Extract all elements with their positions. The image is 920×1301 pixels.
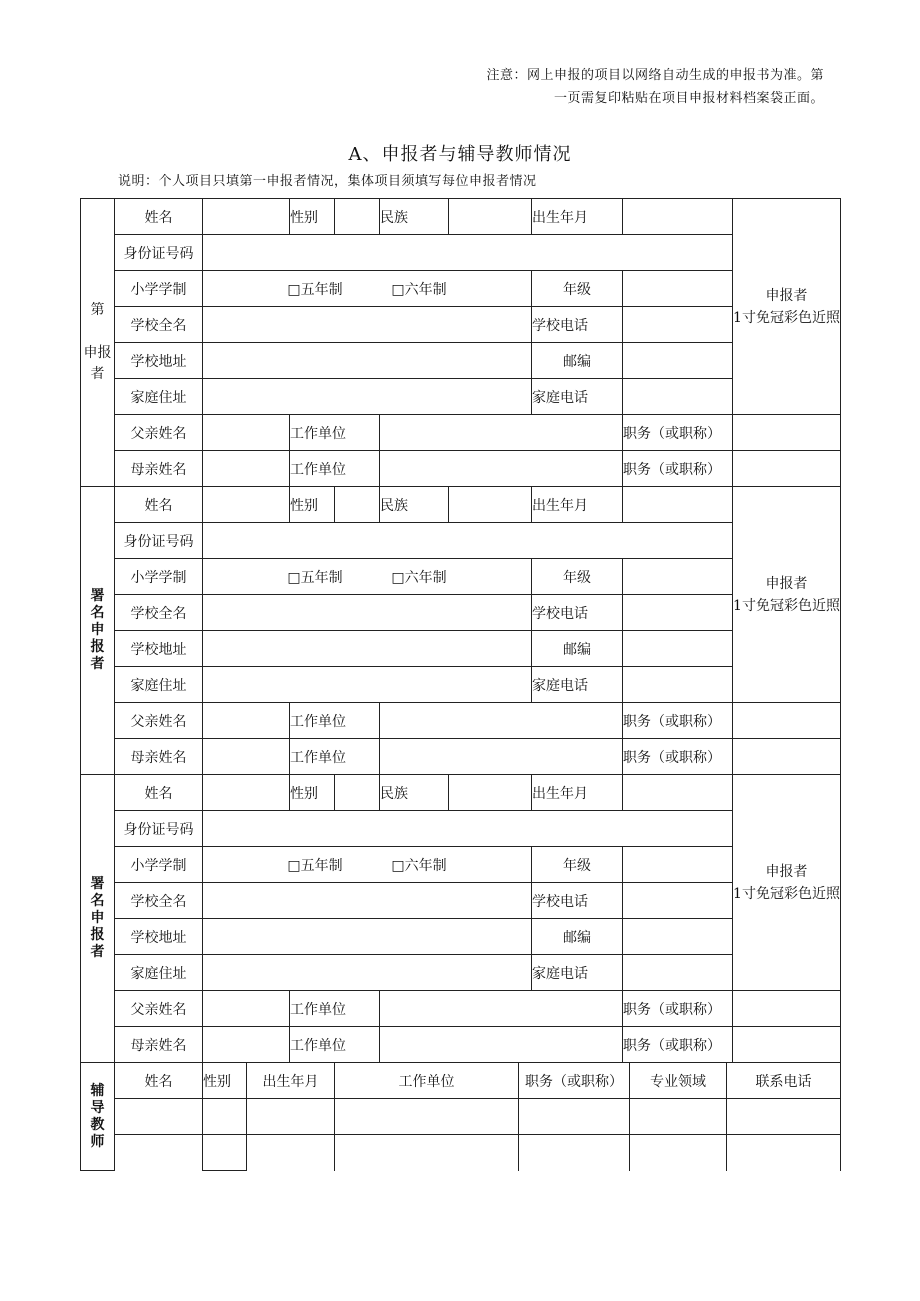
section-signed-1: 署 xyxy=(90,588,105,604)
section-signed-5: 者 xyxy=(90,656,105,672)
advisor-row-1 xyxy=(81,1099,841,1135)
advisor-2-position-field[interactable] xyxy=(519,1135,630,1171)
advisor-1-birth-field[interactable] xyxy=(247,1099,335,1135)
father-work-unit-label: 工作单位 xyxy=(290,415,380,451)
section-signed-2: 名 xyxy=(90,605,105,621)
school-name-field[interactable] xyxy=(203,595,532,631)
name-field[interactable] xyxy=(203,487,290,523)
section-label-first-applicant xyxy=(81,199,115,487)
father-work-unit-field[interactable] xyxy=(380,415,623,451)
six-year-checkbox[interactable]: □六年制 xyxy=(391,281,447,298)
section-signed-4: 报 xyxy=(90,927,105,943)
name-field[interactable] xyxy=(203,199,290,235)
applicant-2-row-id xyxy=(81,523,841,559)
father-name-label: 父亲姓名 xyxy=(115,991,203,1027)
ethnicity-label: 民族 xyxy=(380,487,449,523)
section-first-1: 第 xyxy=(90,302,105,318)
advisor-label-4: 师 xyxy=(90,1133,105,1150)
postcode-label: 邮编 xyxy=(532,631,623,667)
father-position-label: 职务（或职称） xyxy=(623,703,733,739)
mother-work-unit-label: 工作单位 xyxy=(290,1027,380,1063)
applicant-1-row-id xyxy=(81,235,841,271)
school-system-options xyxy=(203,559,532,595)
notice-line-1: 注意：网上申报的项目以网络自动生成的申报书为准。第 xyxy=(486,68,824,83)
advisor-table xyxy=(80,1062,841,1171)
school-phone-field[interactable] xyxy=(623,883,733,919)
name-label: 姓名 xyxy=(115,487,203,523)
name-label: 姓名 xyxy=(115,199,203,235)
advisor-2-field-field[interactable] xyxy=(630,1135,727,1171)
gender-label: 性别 xyxy=(290,199,335,235)
applicant-3-row-id xyxy=(81,811,841,847)
applicant-3-row-home xyxy=(81,955,841,991)
page-title: A、申报者与辅导教师情况 xyxy=(348,144,572,165)
birth-field[interactable] xyxy=(623,775,733,811)
father-name-label: 父亲姓名 xyxy=(115,415,203,451)
advisor-header-gender: 性别 xyxy=(203,1063,247,1099)
advisor-header-birth: 出生年月 xyxy=(247,1063,335,1099)
school-name-label: 学校全名 xyxy=(115,883,203,919)
applicant-table xyxy=(80,198,841,1063)
advisor-2-name-field[interactable] xyxy=(115,1135,203,1171)
applicant-2-row-home xyxy=(81,667,841,703)
father-position-field[interactable] xyxy=(733,415,841,451)
section-label-advisor xyxy=(81,1063,115,1171)
notice xyxy=(404,64,824,110)
school-address-field[interactable] xyxy=(203,919,532,955)
home-phone-label: 家庭电话 xyxy=(532,667,623,703)
section-label-signed-applicant-2 xyxy=(81,487,115,775)
photo-caption-2: 1寸免冠彩色近照 xyxy=(733,309,840,326)
grade-label: 年级 xyxy=(532,271,623,307)
home-phone-field[interactable] xyxy=(623,955,733,991)
home-address-label: 家庭住址 xyxy=(115,955,203,991)
applicant-3-row-mother xyxy=(81,1027,841,1063)
applicant-1-row-home xyxy=(81,379,841,415)
home-address-field[interactable] xyxy=(203,667,532,703)
applicant-3-row-system xyxy=(81,847,841,883)
postcode-label: 邮编 xyxy=(532,343,623,379)
mother-work-unit-label: 工作单位 xyxy=(290,451,380,487)
mother-position-field[interactable] xyxy=(733,739,841,775)
father-work-unit-field[interactable] xyxy=(380,991,623,1027)
mother-work-unit-label: 工作单位 xyxy=(290,739,380,775)
grade-field[interactable] xyxy=(623,559,733,595)
father-position-field[interactable] xyxy=(733,703,841,739)
photo-caption-1: 申报者 xyxy=(765,575,808,592)
advisor-2-phone-field[interactable] xyxy=(727,1135,841,1171)
home-phone-label: 家庭电话 xyxy=(532,379,623,415)
advisor-header-work-unit: 工作单位 xyxy=(335,1063,519,1099)
applicant-2-row-system xyxy=(81,559,841,595)
advisor-1-position-field[interactable] xyxy=(519,1099,630,1135)
section-first-2: 申报 xyxy=(83,345,112,361)
grade-label: 年级 xyxy=(532,559,623,595)
id-number-label: 身份证号码 xyxy=(115,523,203,559)
postcode-field[interactable] xyxy=(623,631,733,667)
father-position-field[interactable] xyxy=(733,991,841,1027)
name-field[interactable] xyxy=(203,775,290,811)
applicant-2-row-mother xyxy=(81,739,841,775)
applicant-3-row-address xyxy=(81,919,841,955)
section-signed-1: 署 xyxy=(90,876,105,892)
id-number-field[interactable] xyxy=(203,523,733,559)
father-work-unit-field[interactable] xyxy=(380,703,623,739)
advisor-2-birth-field[interactable] xyxy=(247,1135,335,1171)
birth-label: 出生年月 xyxy=(532,775,623,811)
application-form xyxy=(80,198,840,1171)
section-signed-4: 报 xyxy=(90,639,105,655)
section-signed-3: 申 xyxy=(90,910,105,926)
photo-box[interactable] xyxy=(733,775,841,991)
postcode-label: 邮编 xyxy=(532,919,623,955)
applicant-1-row-name xyxy=(81,199,841,235)
father-work-unit-label: 工作单位 xyxy=(290,991,380,1027)
school-address-label: 学校地址 xyxy=(115,343,203,379)
mother-position-label: 职务（或职称） xyxy=(623,451,733,487)
mother-position-label: 职务（或职称） xyxy=(623,739,733,775)
father-name-label: 父亲姓名 xyxy=(115,703,203,739)
advisor-1-gender-field[interactable] xyxy=(203,1099,247,1135)
photo-caption-1: 申报者 xyxy=(765,863,808,880)
father-work-unit-label: 工作单位 xyxy=(290,703,380,739)
school-system-options xyxy=(203,271,532,307)
home-address-field[interactable] xyxy=(203,955,532,991)
mother-name-field[interactable] xyxy=(203,739,290,775)
page-description: 说明：个人项目只填第一申报者情况，集体项目须填写每位申报者情况 xyxy=(118,174,537,189)
home-phone-label: 家庭电话 xyxy=(532,955,623,991)
photo-caption-2: 1寸免冠彩色近照 xyxy=(733,597,840,614)
school-address-label: 学校地址 xyxy=(115,919,203,955)
id-number-field[interactable] xyxy=(203,235,733,271)
school-phone-field[interactable] xyxy=(623,595,733,631)
section-signed-2: 名 xyxy=(90,893,105,909)
school-phone-field[interactable] xyxy=(623,307,733,343)
photo-box[interactable] xyxy=(733,199,841,415)
applicant-3-row-father xyxy=(81,991,841,1027)
photo-caption-2: 1寸免冠彩色近照 xyxy=(733,885,840,902)
mother-work-unit-field[interactable] xyxy=(380,451,623,487)
school-address-field[interactable] xyxy=(203,631,532,667)
notice-line-2: 一页需复印粘贴在项目申报材料档案袋正面。 xyxy=(553,91,824,106)
five-year-checkbox[interactable]: □五年制 xyxy=(287,281,343,298)
birth-label: 出生年月 xyxy=(532,199,623,235)
mother-name-field[interactable] xyxy=(203,1027,290,1063)
photo-box[interactable] xyxy=(733,487,841,703)
ethnicity-label: 民族 xyxy=(380,199,449,235)
father-position-label: 职务（或职称） xyxy=(623,991,733,1027)
grade-label: 年级 xyxy=(532,847,623,883)
mother-work-unit-field[interactable] xyxy=(380,739,623,775)
id-number-label: 身份证号码 xyxy=(115,235,203,271)
school-system-label: 小学学制 xyxy=(115,559,203,595)
name-label: 姓名 xyxy=(115,775,203,811)
applicant-3-row-name xyxy=(81,775,841,811)
gender-label: 性别 xyxy=(290,487,335,523)
father-name-field[interactable] xyxy=(203,991,290,1027)
advisor-2-gender-field[interactable] xyxy=(203,1135,247,1171)
applicant-2-row-school xyxy=(81,595,841,631)
applicant-2-row-father xyxy=(81,703,841,739)
home-phone-field[interactable] xyxy=(623,667,733,703)
grade-field[interactable] xyxy=(623,271,733,307)
birth-field[interactable] xyxy=(623,199,733,235)
advisor-header-position: 职务（或职称） xyxy=(519,1063,630,1099)
five-year-checkbox[interactable]: □五年制 xyxy=(287,857,343,874)
advisor-2-work-unit-field[interactable] xyxy=(335,1135,519,1171)
home-phone-field[interactable] xyxy=(623,379,733,415)
applicant-2-row-name xyxy=(81,487,841,523)
mother-position-label: 职务（或职称） xyxy=(623,1027,733,1063)
mother-work-unit-field[interactable] xyxy=(380,1027,623,1063)
school-name-label: 学校全名 xyxy=(115,595,203,631)
applicant-1-row-mother xyxy=(81,451,841,487)
father-name-field[interactable] xyxy=(203,703,290,739)
five-year-checkbox[interactable]: □五年制 xyxy=(287,569,343,586)
advisor-header-phone: 联系电话 xyxy=(727,1063,841,1099)
home-address-label: 家庭住址 xyxy=(115,379,203,415)
school-address-field[interactable] xyxy=(203,343,532,379)
ethnicity-label: 民族 xyxy=(380,775,449,811)
applicant-1-row-system xyxy=(81,271,841,307)
mother-name-label: 母亲姓名 xyxy=(115,739,203,775)
father-position-label: 职务（或职称） xyxy=(623,415,733,451)
mother-name-field[interactable] xyxy=(203,451,290,487)
advisor-header-row xyxy=(81,1063,841,1099)
section-label-signed-applicant-3 xyxy=(81,775,115,1063)
gender-label: 性别 xyxy=(290,775,335,811)
school-name-label: 学校全名 xyxy=(115,307,203,343)
school-phone-label: 学校电话 xyxy=(532,883,623,919)
mother-name-label: 母亲姓名 xyxy=(115,1027,203,1063)
applicant-1-row-address xyxy=(81,343,841,379)
advisor-label-2: 导 xyxy=(90,1099,105,1116)
school-system-options xyxy=(203,847,532,883)
school-phone-label: 学校电话 xyxy=(532,595,623,631)
home-address-label: 家庭住址 xyxy=(115,667,203,703)
gender-field[interactable] xyxy=(335,775,380,811)
gender-field[interactable] xyxy=(335,199,380,235)
postcode-field[interactable] xyxy=(623,343,733,379)
gender-field[interactable] xyxy=(335,487,380,523)
advisor-header-name: 姓名 xyxy=(115,1063,203,1099)
ethnicity-field[interactable] xyxy=(449,199,532,235)
mother-position-field[interactable] xyxy=(733,451,841,487)
advisor-1-work-unit-field[interactable] xyxy=(335,1099,519,1135)
school-name-field[interactable] xyxy=(203,307,532,343)
id-number-field[interactable] xyxy=(203,811,733,847)
advisor-1-name-field[interactable] xyxy=(115,1099,203,1135)
advisor-1-field-field[interactable] xyxy=(630,1099,727,1135)
six-year-checkbox[interactable]: □六年制 xyxy=(391,569,447,586)
advisor-header-field: 专业领域 xyxy=(630,1063,727,1099)
section-signed-5: 者 xyxy=(90,944,105,960)
advisor-1-phone-field[interactable] xyxy=(727,1099,841,1135)
school-system-label: 小学学制 xyxy=(115,847,203,883)
school-address-label: 学校地址 xyxy=(115,631,203,667)
school-name-field[interactable] xyxy=(203,883,532,919)
six-year-checkbox[interactable]: □六年制 xyxy=(391,857,447,874)
applicant-1-row-school xyxy=(81,307,841,343)
school-system-label: 小学学制 xyxy=(115,271,203,307)
applicant-1-row-father xyxy=(81,415,841,451)
applicant-2-row-address xyxy=(81,631,841,667)
mother-position-field[interactable] xyxy=(733,1027,841,1063)
advisor-label-1: 辅 xyxy=(90,1082,105,1099)
postcode-field[interactable] xyxy=(623,919,733,955)
id-number-label: 身份证号码 xyxy=(115,811,203,847)
father-name-field[interactable] xyxy=(203,415,290,451)
birth-label: 出生年月 xyxy=(532,487,623,523)
section-first-3: 者 xyxy=(90,366,105,382)
home-address-field[interactable] xyxy=(203,379,532,415)
photo-caption-1: 申报者 xyxy=(765,287,808,304)
applicant-3-row-school xyxy=(81,883,841,919)
advisor-row-2 xyxy=(81,1135,841,1171)
section-signed-3: 申 xyxy=(90,622,105,638)
school-phone-label: 学校电话 xyxy=(532,307,623,343)
ethnicity-field[interactable] xyxy=(449,775,532,811)
grade-field[interactable] xyxy=(623,847,733,883)
birth-field[interactable] xyxy=(623,487,733,523)
advisor-label-3: 教 xyxy=(90,1116,105,1133)
mother-name-label: 母亲姓名 xyxy=(115,451,203,487)
ethnicity-field[interactable] xyxy=(449,487,532,523)
